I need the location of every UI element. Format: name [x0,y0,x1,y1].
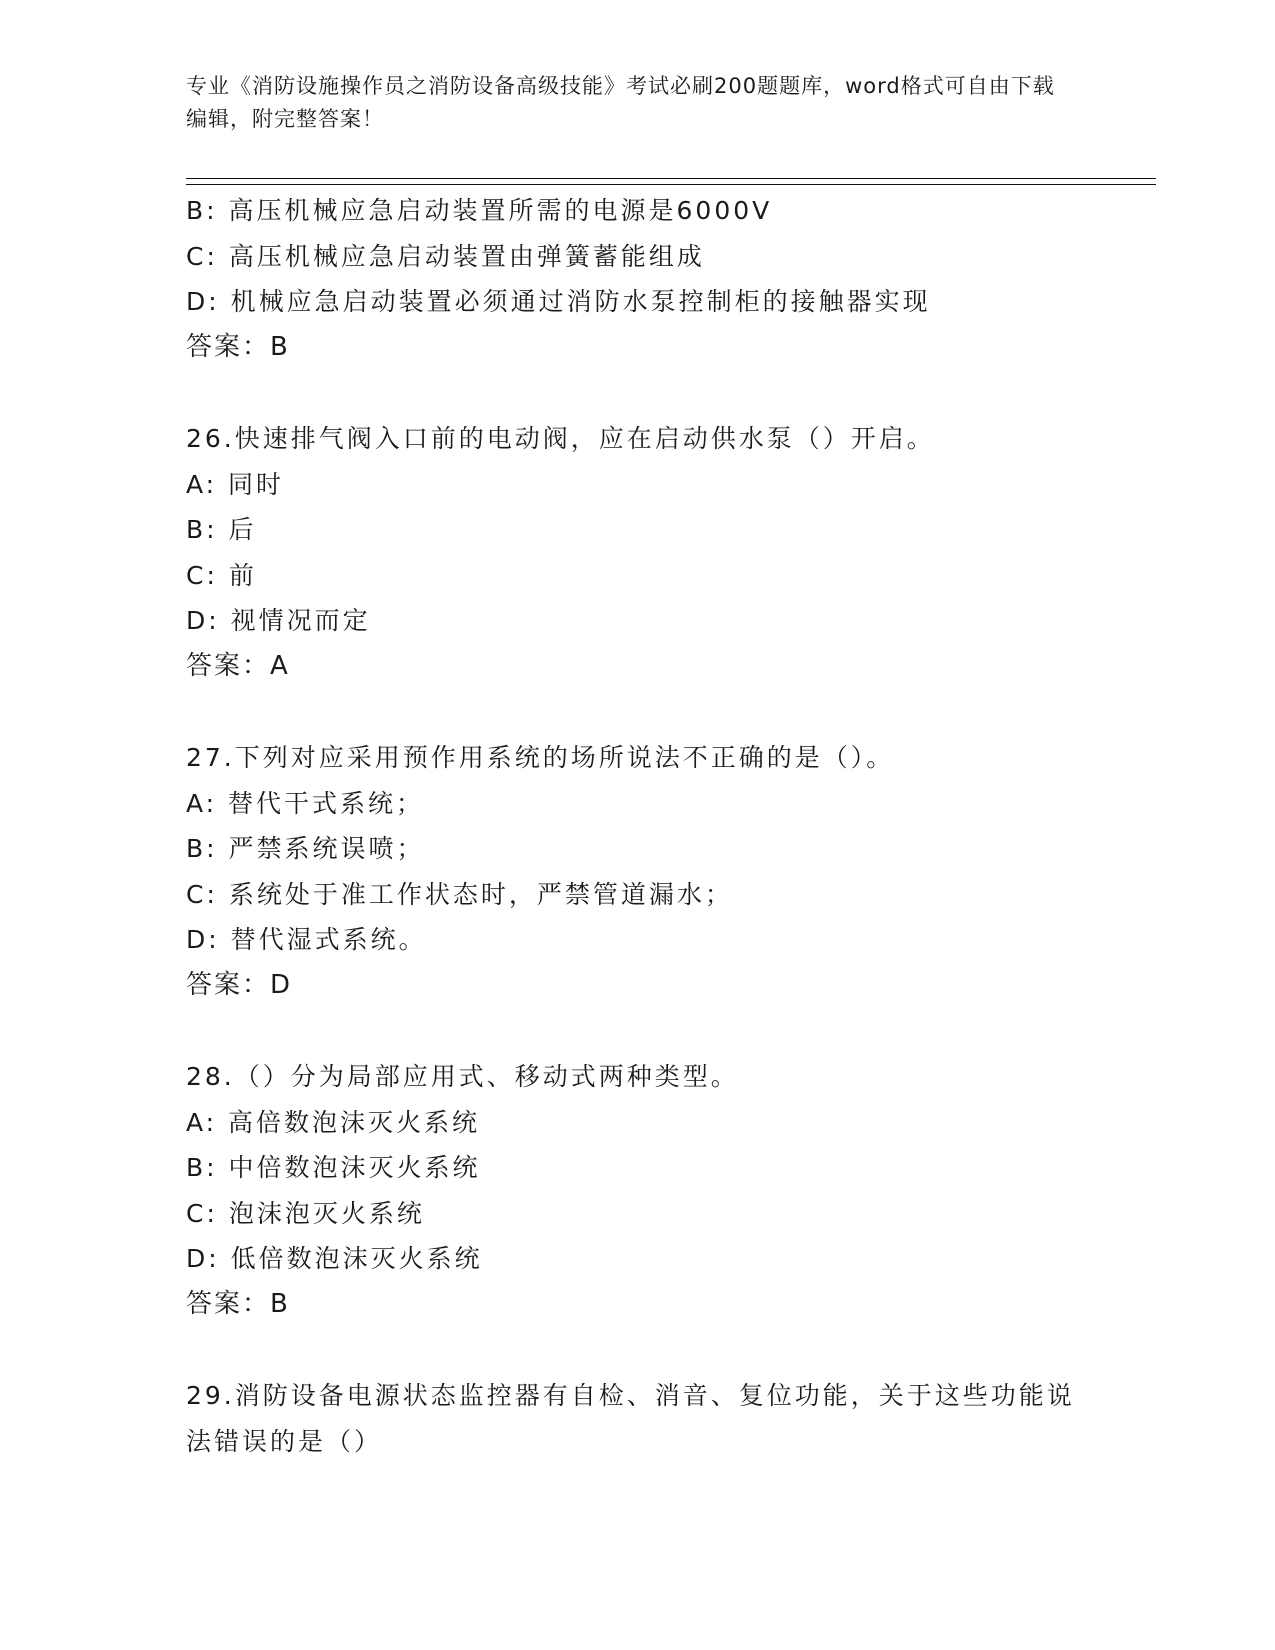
question-27 [186,735,1156,1008]
option-a: A: 同时 [186,469,285,499]
header-divider [186,178,1156,185]
question-list [186,188,1156,1464]
answer: 答案：B [186,1288,290,1319]
answer: 答案：A [186,650,290,681]
question-stem: 29.消防设备电源状态监控器有自检、消音、复位功能，关于这些功能说法错误的是（） [186,1381,1075,1456]
option-d: D: 视情况而定 [186,606,371,635]
option-c: C: 前 [186,560,257,590]
option-b: B: 中倍数泡沫灭火系统 [186,1153,481,1182]
option-d: D: 低倍数泡沫灭火系统 [186,1244,483,1273]
question-stem: 27.下列对应采用预作用系统的场所说法不正确的是（）。 [186,743,895,772]
question-26 [186,416,1156,689]
option-b: B: 严禁系统误喷； [186,834,425,863]
option-a: A: 替代干式系统； [186,788,425,818]
document-page [186,70,1156,136]
answer: 答案：D [186,969,293,1000]
question-28 [186,1054,1156,1327]
option-b: B: 后 [186,515,257,544]
option-d: D: 机械应急启动装置必须通过消防水泵控制柜的接触器实现 [186,287,931,316]
question-29 [186,1373,1156,1464]
option-a: A: 高倍数泡沫灭火系统 [186,1107,481,1137]
option-b: B: 高压机械应急启动装置所需的电源是6000V [186,196,773,225]
question-25-continued [186,188,1156,370]
option-c: C: 高压机械应急启动装置由弹簧蓄能组成 [186,241,705,271]
question-stem: 26.快速排气阀入口前的电动阀，应在启动供水泵（）开启。 [186,424,935,453]
option-d: D: 替代湿式系统。 [186,925,427,954]
answer: 答案：B [186,331,290,362]
option-c: C: 系统处于准工作状态时，严禁管道漏水； [186,879,733,909]
option-c: C: 泡沫泡灭火系统 [186,1198,425,1228]
question-stem: 28.（）分为局部应用式、移动式两种类型。 [186,1062,739,1091]
document-header: 专业《消防设施操作员之消防设备高级技能》考试必刷200题题库，word格式可自由下载编辑，附完整答案！ [186,74,1055,131]
